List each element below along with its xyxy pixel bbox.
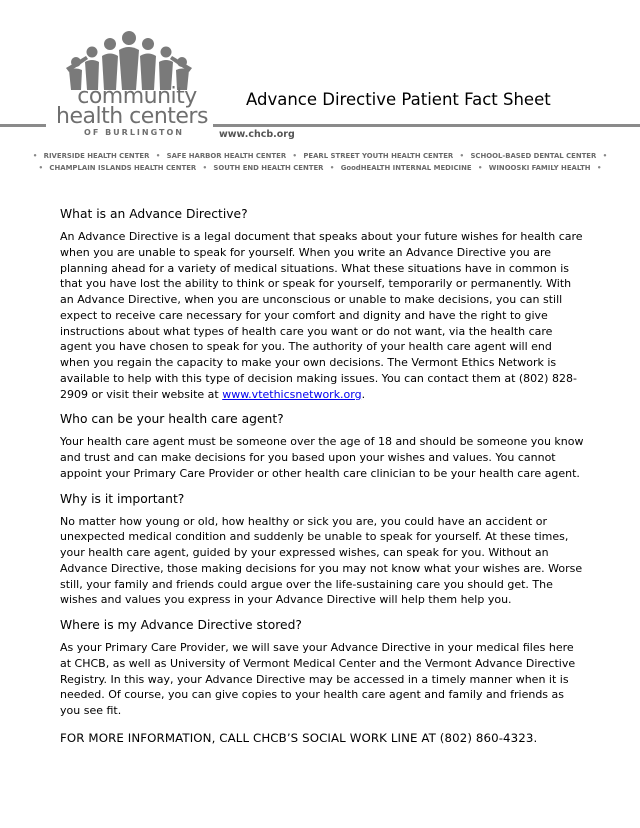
section-heading: What is an Advance Directive? <box>60 207 248 221</box>
location-name: GoodHEALTH INTERNAL MEDICINE <box>340 164 472 172</box>
bullet: • <box>202 164 208 172</box>
org-name-line1: community <box>77 84 197 109</box>
bullet: • <box>155 152 161 160</box>
org-name-line3: OF BURLINGTON <box>84 128 184 137</box>
paragraph-text: An Advance Directive is a legal document that speaks about your future wishes for health care when you are unable to speak for yourself. When you write an Advance Directive you are planning ahead for a variety of medical situations. What these situations have in common is that you have lost the ability to think or speak for yourself, temporarily or permanently. With an Advance Directive, when you are unconscious or unable to make decisions, you can still expect to receive care necessary for your comfort and dignity and have the right to give instructions about what types of health care you want or do not want, via the health care agent you have chosen to speak for you. The authority of your health care agent will end when you regain the capacity to make your own decisions. The Vermont Ethics Network is available to help with this type of decision making issues. You can contact them at (802) 828-2909 or visit their website at <box>60 230 583 401</box>
location-name: SOUTH END HEALTH CENTER <box>213 164 324 172</box>
location-name: RIVERSIDE HEALTH CENTER <box>43 152 150 160</box>
section-paragraph: Your health care agent must be someone over the age of 18 and should be someone you know and trust and can make decisions for you based upon your wishes and values. You cannot appoint your Primary Care Provider or other health care clinician to be your health care agent. <box>60 435 584 480</box>
header-rule-right <box>213 124 640 127</box>
contact-footer: FOR MORE INFORMATION, CALL CHCB’S SOCIAL WORK LINE AT (802) 860-4323. <box>60 730 538 745</box>
header-rule-left <box>0 124 46 127</box>
website-link[interactable]: www.chcb.org <box>219 129 295 140</box>
bullet: • <box>32 152 38 160</box>
bullet: • <box>292 152 297 160</box>
bullet: • <box>459 152 465 160</box>
location-name: PEARL STREET YOUTH HEALTH CENTER <box>303 152 454 160</box>
locations-row-1 <box>0 152 640 160</box>
location-name: SAFE HARBOR HEALTH CENTER <box>166 152 287 160</box>
section-heading: Why is it important? <box>60 491 185 506</box>
document-body <box>60 207 584 745</box>
bullet: • <box>596 164 602 172</box>
bullet: • <box>38 164 44 172</box>
section-heading: Where is my Advance Directive stored? <box>60 618 302 632</box>
section-paragraph: As your Primary Care Provider, we will save your Advance Directive in your medical files here at CHCB, as well as University of Vermont Medical Center and the Vermont Advance Directive Registry. In this way, your Advance Directive may be accessed in a timely manner when it is needed. Of course, you can give copies to your health care agent and family and friends as you see fit. <box>60 641 576 717</box>
locations-row-2 <box>0 164 640 172</box>
location-name: CHAMPLAIN ISLANDS HEALTH CENTER <box>49 164 197 172</box>
bullet: • <box>329 164 335 172</box>
bullet: • <box>477 164 483 172</box>
vtethics-link[interactable]: www.vtethicsnetwork.org <box>222 387 362 401</box>
location-name: SCHOOL-BASED DENTAL CENTER <box>470 152 597 160</box>
section-paragraph <box>60 229 584 402</box>
location-name: WINOOSKI FAMILY HEALTH <box>488 164 591 172</box>
org-name-line2: health centers <box>56 104 208 129</box>
section-heading: Who can be your health care agent? <box>60 412 284 427</box>
paragraph-end: . <box>361 387 366 401</box>
section-paragraph: No matter how young or old, how healthy or sick you are, you could have an accident or unexpected medical condition and suddenly be unable to speak for yourself. At these times, your health care agent, guided by your expressed wishes, can speak for you. Without an Advance Directive, those making decisions for you may not know what your wishes are. Worse still, your family and friends could argue over the life-sustaining care you should get. The wishes and values you express in your Advance Directive will help them help you. <box>60 514 583 607</box>
bullet: • <box>602 152 608 160</box>
page-title: Advance Directive Patient Fact Sheet <box>246 90 551 109</box>
page-header <box>0 0 640 150</box>
